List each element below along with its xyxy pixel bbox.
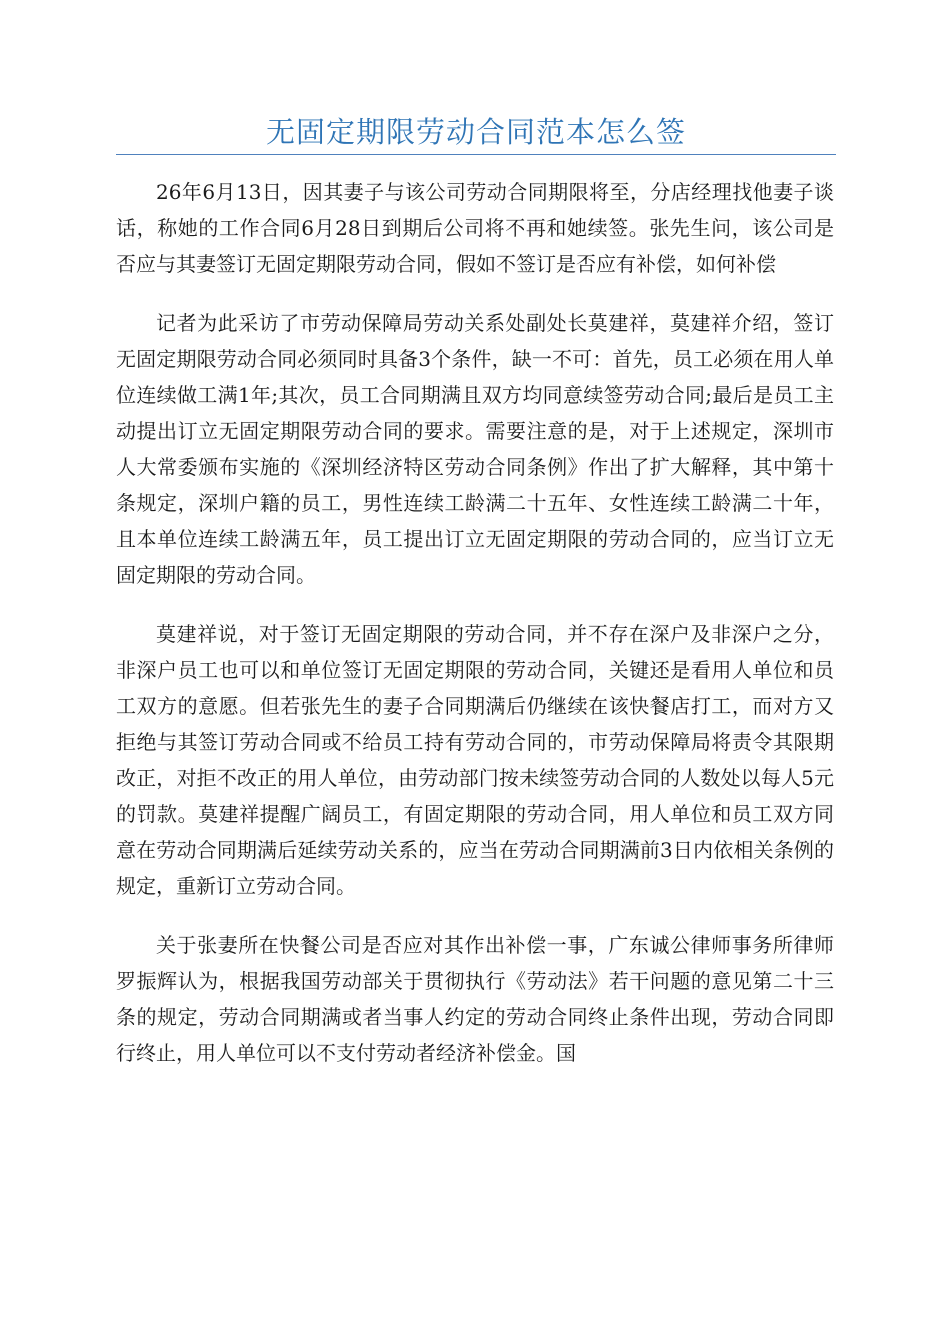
paragraph-4: 关于张妻所在快餐公司是否应对其作出补偿一事，广东诚公律师事务所律师罗振辉认为，根据我国劳动部关于贯彻执行《劳动法》若干问题的意见第二十三条的规定，劳动合同期满或者当事人约定的劳动合同终止条件出现，劳动合同即行终止，用人单位可以不支付劳动者经济补偿金。国 bbox=[116, 933, 834, 1065]
document-body bbox=[116, 174, 834, 1094]
title-underline bbox=[116, 154, 836, 155]
paragraph-1: 26年6月13日，因其妻子与该公司劳动合同期限将至，分店经理找他妻子谈话，称她的工作合同6月28日到期后公司将不再和她续签。张先生问，该公司是否应与其妻签订无固定期限劳动合同，假如不签订是否应有补偿，如何补偿 bbox=[116, 180, 834, 276]
paragraph-3: 莫建祥说，对于签订无固定期限的劳动合同，并不存在深户及非深户之分，非深户员工也可以和单位签订无固定期限的劳动合同，关键还是看用人单位和员工双方的意愿。但若张先生的妻子合同期满后仍继续在该快餐店打工，而对方又拒绝与其签订劳动合同或不给员工持有劳动合同的，市劳动保障局将责令其限期改正，对拒不改正的用人单位，由劳动部门按未续签劳动合同的人数处以每人5元的罚款。莫建祥提醒广阔员工，有固定期限的劳动合同，用人单位和员工双方同意在劳动合同期满后延续劳动关系的，应当在劳动合同期满前3日内依相关条例的规定，重新订立劳动合同。 bbox=[116, 622, 834, 898]
paragraph-2: 记者为此采访了市劳动保障局劳动关系处副处长莫建祥，莫建祥介绍，签订无固定期限劳动合同必须同时具备3个条件，缺一不可：首先，员工必须在用人单位连续做工满1年;其次，员工合同期满且双方均同意续签劳动合同;最后是员工主动提出订立无固定期限劳动合同的要求。需要注意的是，对于上述规定，深圳市人大常委颁布实施的《深圳经济特区劳动合同条例》作出了扩大解释，其中第十条规定，深圳户籍的员工，男性连续工龄满二十五年、女性连续工龄满二十年，且本单位连续工龄满五年，员工提出订立无固定期限的劳动合同的，应当订立无固定期限的劳动合同。 bbox=[116, 311, 834, 587]
document-title: 无固定期限劳动合同范本怎么签 bbox=[265, 115, 686, 149]
